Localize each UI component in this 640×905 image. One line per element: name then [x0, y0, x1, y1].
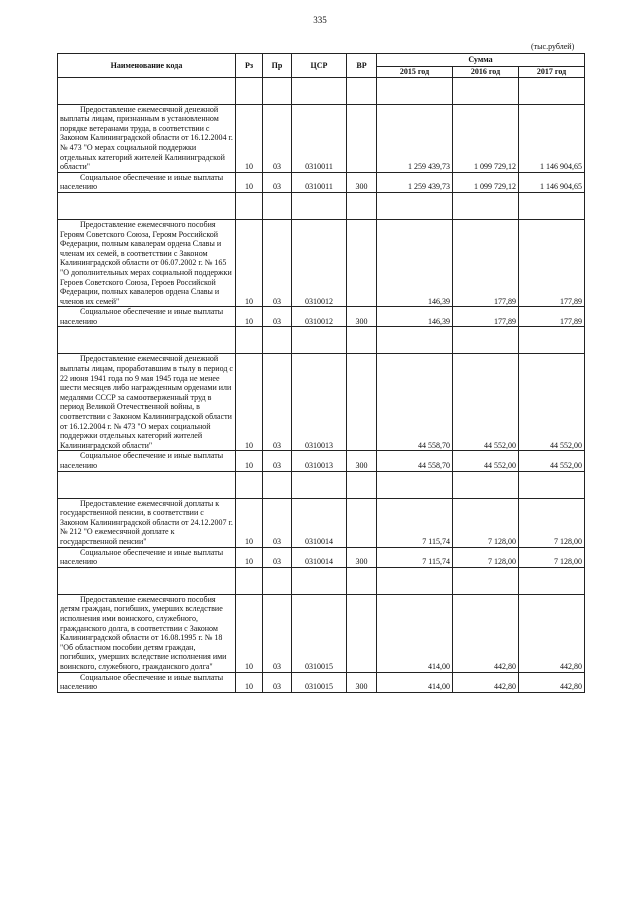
row-pr: 03 [263, 354, 292, 451]
row-name: Социальное обеспечение и иные выплаты населению [58, 172, 236, 192]
row-2015: 414,00 [377, 672, 453, 692]
row-2016: 1 099 729,12 [453, 104, 519, 172]
header-row-top [58, 54, 585, 67]
table-row [58, 451, 585, 471]
row-2016: 177,89 [453, 307, 519, 327]
table-row [58, 498, 585, 547]
row-pr: 03 [263, 307, 292, 327]
row-rz: 10 [236, 547, 263, 567]
row-pr: 03 [263, 219, 292, 306]
row-2015: 1 259 439,73 [377, 172, 453, 192]
row-2015: 1 259 439,73 [377, 104, 453, 172]
budget-table [57, 53, 585, 693]
row-pr: 03 [263, 498, 292, 547]
row-2017: 7 128,00 [519, 498, 585, 547]
row-name: Социальное обеспечение и иные выплаты населению [58, 547, 236, 567]
row-name: Предоставление ежемесячного пособия Героям Советского Союза, Героям Российской Федерации, полным кавалерам ордена Славы и членам их семей, в соответствии с Законом Калининградской области от 06.07.2002 г. № 165 "О дополнительных мерах социальной поддержки Героев Советского Союза, Героев Российской Федерации, полных кавалеров ордена Славы и членов их семей" [58, 219, 236, 306]
spacer-row [58, 77, 585, 104]
row-name: Социальное обеспечение и иные выплаты населению [58, 307, 236, 327]
row-pr: 03 [263, 594, 292, 672]
row-2016: 1 099 729,12 [453, 172, 519, 192]
row-csr: 0310015 [292, 672, 347, 692]
row-rz: 10 [236, 451, 263, 471]
table-row [58, 672, 585, 692]
row-2015: 414,00 [377, 594, 453, 672]
row-vr [347, 594, 377, 672]
row-2015: 44 558,70 [377, 354, 453, 451]
row-rz: 10 [236, 594, 263, 672]
row-vr: 300 [347, 451, 377, 471]
row-vr [347, 354, 377, 451]
row-name: Предоставление ежемесячной денежной выплаты лицам, признанным в установленном порядке ветеранами труда, в соответствии с Законом Калининградской области от 16.12.2004 г. № 473 "О мерах социальной поддержки отдельных категорий жителей Калининградской области" [58, 104, 236, 172]
row-vr: 300 [347, 672, 377, 692]
row-name: Социальное обеспечение и иные выплаты населению [58, 451, 236, 471]
row-2017: 1 146 904,65 [519, 172, 585, 192]
header-name: Наименование кода [58, 54, 236, 78]
row-2017: 1 146 904,65 [519, 104, 585, 172]
spacer-row [58, 471, 585, 498]
row-vr [347, 219, 377, 306]
row-pr: 03 [263, 672, 292, 692]
row-name: Социальное обеспечение и иные выплаты населению [58, 672, 236, 692]
row-csr: 0310014 [292, 498, 347, 547]
row-vr [347, 498, 377, 547]
table-row [58, 104, 585, 172]
row-rz: 10 [236, 172, 263, 192]
row-csr: 0310012 [292, 307, 347, 327]
row-2015: 146,39 [377, 307, 453, 327]
row-csr: 0310013 [292, 451, 347, 471]
row-2017: 7 128,00 [519, 547, 585, 567]
row-name: Предоставление ежемесячной денежной выплаты лицам, проработавшим в тылу в период с 22 июня 1941 года по 9 мая 1945 года не менее шести месяцев либо награжденным орденами или медалями СССР за самоотверженный труд в период Великой Отечественной войны, в соответствии с Законом Калининградской области от 16.12.2004 г. № 473 "О мерах социальной поддержки отдельных категорий жителей Калининградской области" [58, 354, 236, 451]
header-vr: ВР [347, 54, 377, 78]
table-row [58, 354, 585, 451]
row-2016: 7 128,00 [453, 547, 519, 567]
row-vr: 300 [347, 172, 377, 192]
row-vr: 300 [347, 307, 377, 327]
row-csr: 0310015 [292, 594, 347, 672]
row-2016: 44 552,00 [453, 451, 519, 471]
row-rz: 10 [236, 672, 263, 692]
row-pr: 03 [263, 451, 292, 471]
spacer-row [58, 567, 585, 594]
row-2016: 177,89 [453, 219, 519, 306]
row-rz: 10 [236, 104, 263, 172]
header-2016: 2016 год [453, 67, 519, 78]
row-2017: 44 552,00 [519, 354, 585, 451]
row-name: Предоставление ежемесячного пособия детям граждан, погибших, умерших вследствие исполнения ими воинского, служебного, гражданского долга, в соответствии с Законом Калининградской области от 16.08.1995 г. № 18 "Об областном пособии детям граждан, погибших, умерших вследствие исполнения ими воинского, служебного, гражданского долга" [58, 594, 236, 672]
row-pr: 03 [263, 547, 292, 567]
header-rz: Рз [236, 54, 263, 78]
header-2015: 2015 год [377, 67, 453, 78]
row-2017: 442,80 [519, 594, 585, 672]
row-2016: 7 128,00 [453, 498, 519, 547]
row-rz: 10 [236, 219, 263, 306]
row-2015: 7 115,74 [377, 498, 453, 547]
table-row [58, 172, 585, 192]
row-2016: 44 552,00 [453, 354, 519, 451]
page-number: 335 [313, 15, 327, 25]
row-csr: 0310013 [292, 354, 347, 451]
row-2015: 7 115,74 [377, 547, 453, 567]
row-vr [347, 104, 377, 172]
row-name: Предоставление ежемесячной доплаты к государственной пенсии, в соответствии с Законом Калининградской области от 24.12.2007 г. № 212 "О ежемесячной доплате к государственной пенсии" [58, 498, 236, 547]
row-vr: 300 [347, 547, 377, 567]
row-2016: 442,80 [453, 672, 519, 692]
row-2017: 177,89 [519, 307, 585, 327]
header-2017: 2017 год [519, 67, 585, 78]
table-row [58, 219, 585, 306]
header-pr: Пр [263, 54, 292, 78]
table-row [58, 307, 585, 327]
row-rz: 10 [236, 307, 263, 327]
spacer-row [58, 327, 585, 354]
unit-note: (тыс.рублей) [531, 42, 575, 51]
row-rz: 10 [236, 354, 263, 451]
row-2016: 442,80 [453, 594, 519, 672]
row-rz: 10 [236, 498, 263, 547]
spacer-row [58, 192, 585, 219]
table-row [58, 594, 585, 672]
row-2015: 146,39 [377, 219, 453, 306]
row-2017: 44 552,00 [519, 451, 585, 471]
table-row [58, 547, 585, 567]
header-sum: Сумма [377, 54, 585, 67]
row-pr: 03 [263, 104, 292, 172]
row-2017: 177,89 [519, 219, 585, 306]
row-2017: 442,80 [519, 672, 585, 692]
row-csr: 0310011 [292, 172, 347, 192]
row-csr: 0310012 [292, 219, 347, 306]
row-csr: 0310014 [292, 547, 347, 567]
row-2015: 44 558,70 [377, 451, 453, 471]
row-csr: 0310011 [292, 104, 347, 172]
row-pr: 03 [263, 172, 292, 192]
header-csr: ЦСР [292, 54, 347, 78]
